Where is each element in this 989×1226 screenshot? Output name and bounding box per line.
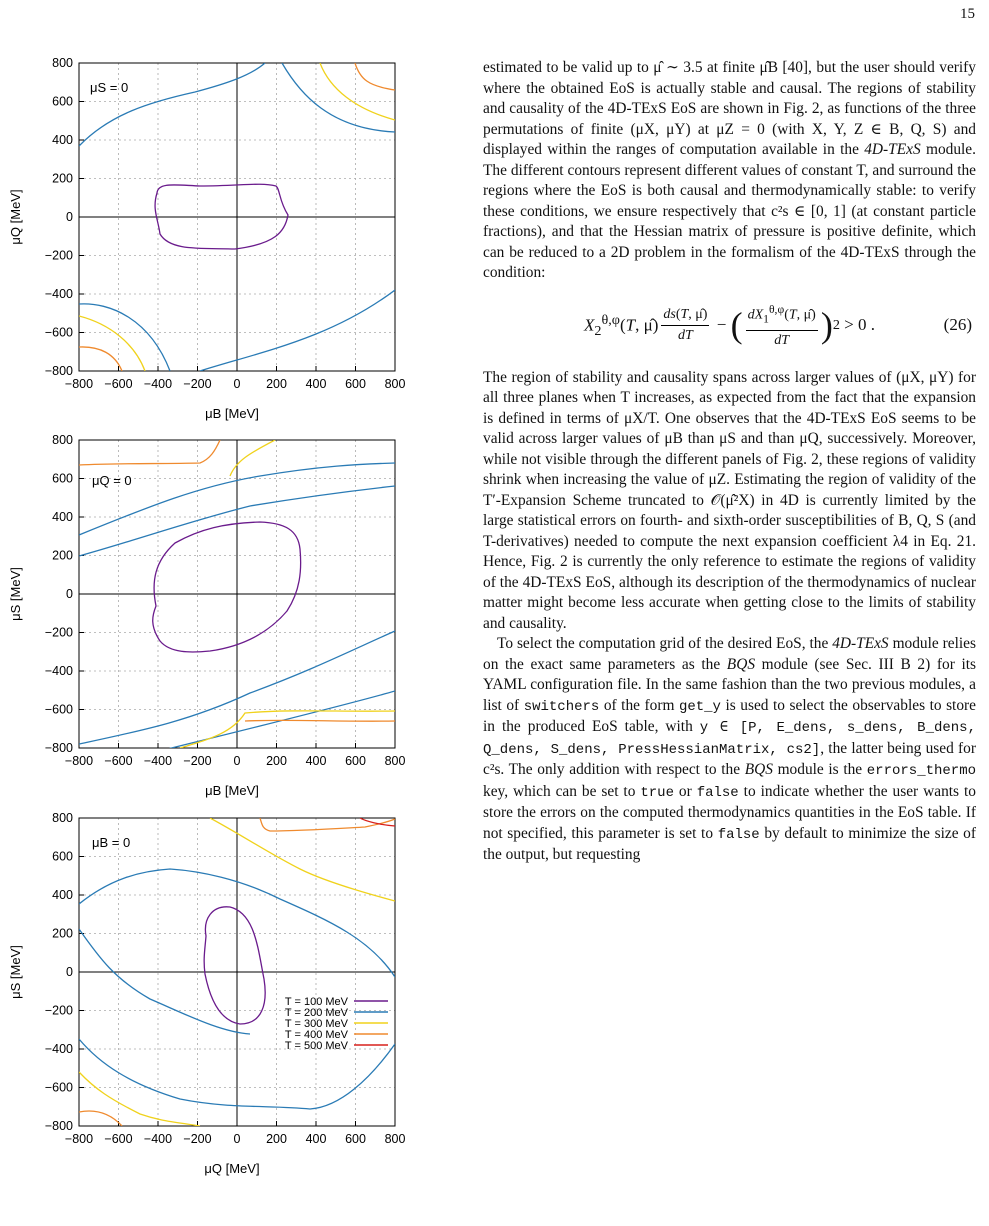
- chart-mub-mus: [0, 431, 430, 799]
- y-tick-label: 0: [66, 210, 73, 224]
- x-tick-label: −800: [64, 377, 94, 391]
- x-tick-label: −200: [183, 1132, 212, 1146]
- y-tick-label: −400: [44, 664, 73, 678]
- x-tick-label: 800: [384, 377, 406, 391]
- y-tick-label: −800: [44, 364, 73, 378]
- legend-entry: T = 300 MeV: [284, 1018, 348, 1030]
- y-tick-label: −400: [44, 1042, 73, 1056]
- y-tick-label: 400: [52, 888, 73, 902]
- y-tick-label: 200: [52, 171, 73, 186]
- y-tick-label: 0: [66, 965, 73, 979]
- x-tick-label: 200: [266, 754, 287, 768]
- equation-26: $X_2^{\theta,\varphi}(T$, μ̂) $\frac{ds(T, \mû)}{dT}$ − ( $\frac{dX_1^{\theta,\varphi}(T, \mû)}{dT}$ ) 2 > 0 . (26): [483, 284, 976, 368]
- y-tick-label: −600: [44, 1080, 73, 1095]
- chart-muq-mus: [0, 809, 430, 1177]
- y-tick-label: −200: [44, 248, 73, 263]
- y-axis-label: μS [MeV]: [8, 567, 23, 621]
- equation-number: (26): [943, 315, 972, 335]
- y-tick-label: −600: [44, 702, 73, 717]
- y-tick-label: 200: [52, 548, 73, 563]
- page-number: 15: [960, 6, 975, 22]
- y-tick-label: 600: [52, 471, 73, 486]
- paragraph: To select the computation grid of the desired EoS, the 4D-TExS module relies on the exact same parameters as the BQS module (see Sec. III B 2) for its YAML configuration file. In the same fashion than the two previous modules, a list of switchers of the form get_y is used to select the observables to store in the produced EoS table, with y ∈ [P, E_dens, s_dens, B_dens, Q_dens, S_dens, PressHessianMatrix, cs2], the latter being used for c²s. The only addition with respect to the BQS module is the errors_thermo key, which can be set to true or false to indicate whether the user wants to store the errors on the computed thermodynamics quantities in the EoS table. If not specified, this parameter is set to false by default to minimize the size of the output, but requesting: [483, 635, 976, 863]
- contour-t300-lower: [79, 316, 145, 371]
- contour-t400-upper-right: [355, 63, 395, 90]
- contour-t100: [204, 907, 265, 1024]
- y-tick-label: −200: [44, 1003, 73, 1018]
- legend-entry: T = 100 MeV: [284, 996, 348, 1008]
- y-tick-label: −800: [44, 741, 73, 755]
- contour-t200-lower-right: [200, 290, 395, 371]
- annotation: μQ = 0: [92, 473, 132, 488]
- y-axis-label: μQ [MeV]: [8, 189, 23, 245]
- y-tick-label: −600: [44, 325, 73, 340]
- annotation: μB = 0: [92, 835, 131, 850]
- x-tick-label: −600: [104, 377, 133, 391]
- legend-entry: T = 400 MeV: [284, 1029, 348, 1041]
- y-tick-label: 600: [52, 94, 73, 109]
- y-tick-label: 200: [52, 926, 73, 941]
- y-tick-label: −800: [44, 1119, 73, 1133]
- x-tick-label: −800: [64, 754, 94, 768]
- contour-t400-lower: [79, 347, 122, 371]
- x-tick-label: 600: [345, 377, 366, 391]
- paragraph: estimated to be valid up to μ̂ ∼ 3.5 at finite μ̂B [40], but the user should verify where the obtained EoS is actually stable and causal. The regions of stability and causality of the 4D-TExS EoS are shown in Fig. 2, as functions of the three permutations of finite (μX, μY) at μZ = 0 (with X, Y, Z ∈ B, Q, S) and displayed within the ranges of computation available in the 4D-TExS module. The different contours represent different values of constant T, and surround the regions where the EoS is both causal and thermodynamically stable: to verify these conditions, we ensure respectively that c²s ∈ [0, 1] (at constant particle fractions), and that the Hessian matrix of pressure is positive definite, which can be reduced to a 2D problem in the formalism of the 4D-TExS through the condition:: [483, 59, 976, 281]
- x-tick-label: 200: [266, 377, 287, 391]
- y-tick-label: 0: [66, 587, 73, 601]
- legend: [285, 996, 388, 1052]
- legend-entry: T = 500 MeV: [284, 1040, 348, 1052]
- x-tick-label: −400: [143, 754, 173, 768]
- x-axis-label: μQ [MeV]: [204, 1161, 260, 1176]
- x-tick-label: 400: [305, 1132, 327, 1146]
- x-tick-label: −600: [104, 1132, 133, 1146]
- x-tick-label: −200: [183, 377, 212, 391]
- annotation: μS = 0: [90, 80, 129, 95]
- y-axis-label: μS [MeV]: [8, 945, 23, 999]
- contour-t200-lower: [79, 304, 170, 371]
- x-tick-label: 400: [305, 377, 327, 391]
- x-tick-label: 800: [384, 754, 406, 768]
- contour-t300-upper-right: [320, 63, 395, 120]
- x-tick-label: −800: [64, 1132, 94, 1146]
- contour-t400-lower: [79, 1111, 122, 1126]
- x-tick-label: −600: [104, 754, 133, 768]
- x-tick-label: 600: [345, 1132, 366, 1146]
- x-tick-label: 600: [345, 754, 366, 768]
- x-tick-label: 0: [233, 1132, 241, 1146]
- x-tick-label: 0: [233, 754, 241, 768]
- contour-t400-upper: [79, 440, 220, 465]
- x-tick-label: −200: [183, 754, 212, 768]
- x-axis-label: μB [MeV]: [205, 406, 259, 421]
- paragraph: The region of stability and causality spans across larger values of (μX, μY) for all three planes when T increases, as expected from the fact that the expansion is defined in terms of μX/T. One observes that the 4D-TExS EoS seems to be valid across larger values of μB than μS and than μQ, successively. Moreover, while not visible through the different panels of Fig. 2, these regions of validity shrink when increasing the value of μZ. Estimating the region of validity of the T′-Expansion Scheme truncated to 𝒪(μ̂²X) in 4D is currently limited by the large statistical errors on fourth- and sixth-order susceptibilities of B, Q, S (and T-derivatives) needed to compute the next expansion coefficient λ4 in Eq. 21. Hence, Fig. 2 is currently the only reference to estimate the regions of validity of the 4D-TExS EoS, although its description of the thermodynamics of nuclear matter might become less accurate when getting close to the limits of stability and causality.: [483, 368, 976, 632]
- y-tick-label: 800: [52, 433, 73, 447]
- contour-t200-lower-left: [79, 929, 250, 1034]
- x-tick-label: −400: [143, 377, 173, 391]
- contour-t400-lower: [245, 720, 395, 721]
- y-tick-label: 800: [52, 811, 73, 825]
- x-tick-label: −400: [143, 1132, 173, 1146]
- y-tick-label: −200: [44, 625, 73, 640]
- x-tick-label: 800: [384, 1132, 406, 1146]
- x-axis-label: μB [MeV]: [205, 783, 259, 798]
- contour-t300-lower: [180, 711, 395, 748]
- chart-mub-muq: [0, 54, 430, 422]
- x-tick-label: 0: [233, 377, 241, 391]
- y-tick-label: 800: [52, 56, 73, 70]
- x-tick-label: 400: [305, 754, 327, 768]
- x-tick-label: 200: [266, 1132, 287, 1146]
- y-tick-label: 400: [52, 133, 73, 147]
- y-tick-label: −400: [44, 287, 73, 301]
- text-column: [483, 58, 976, 866]
- y-tick-label: 400: [52, 510, 73, 524]
- contour-t400-upper: [260, 818, 395, 831]
- legend-entry: T = 200 MeV: [284, 1007, 348, 1019]
- y-tick-label: 600: [52, 849, 73, 864]
- contour-t200-upper-right: [282, 63, 395, 132]
